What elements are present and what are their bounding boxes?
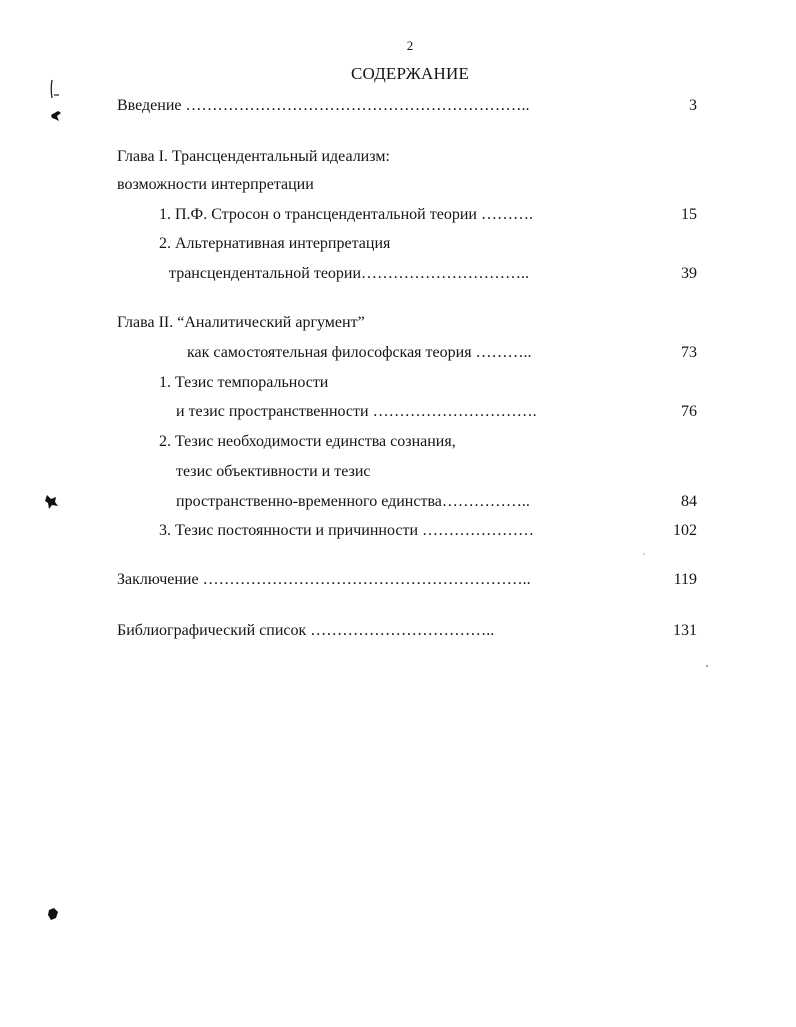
toc-page-number: 73 xyxy=(681,344,697,361)
toc-section-1-1: 1. П.Ф. Стросон о трансцендентальной теории ………. xyxy=(159,206,533,223)
toc-section-2-1-cont: и тезис пространственности …………………………. xyxy=(176,403,537,420)
toc-entry-bibliography: Библиографический список …………………………….. xyxy=(117,622,495,639)
toc-page-number: 15 xyxy=(681,206,697,223)
scan-dot-icon xyxy=(642,552,646,556)
toc-section-1-2-cont: трансцендентальной теории………………………….. xyxy=(169,265,530,282)
toc-section-2-2-cont: тезис объективности и тезис xyxy=(176,463,371,480)
toc-page-number: 119 xyxy=(673,571,697,588)
toc-page-number: 131 xyxy=(673,622,697,639)
toc-section-1-2: 2. Альтернативная интерпретация xyxy=(159,235,391,252)
toc-chapter-1-heading-cont: возможности интерпретации xyxy=(117,176,314,193)
toc-chapter-2-heading-cont: как самостоятельная философская теория ……….. xyxy=(187,344,532,361)
toc-section-2-2: 2. Тезис необходимости единства сознания, xyxy=(159,433,456,450)
toc-page-number: 39 xyxy=(681,265,697,282)
scan-dot-icon xyxy=(705,664,709,668)
toc-chapter-2-heading: Глава II. “Аналитический аргумент” xyxy=(117,314,365,331)
page-title: СОДЕРЖАНИЕ xyxy=(350,64,470,83)
toc-page-number: 76 xyxy=(681,403,697,420)
toc-chapter-1-heading: Глава I. Трансцендентальный идеализм: xyxy=(117,148,390,165)
toc-section-2-3: 3. Тезис постоянности и причинности ………………… xyxy=(159,522,534,539)
toc-entry-conclusion: Заключение …………………………………………………….. xyxy=(117,571,531,588)
toc-entry-introduction: Введение ……………………………………………………….. xyxy=(117,97,530,114)
scan-blot-icon xyxy=(44,493,60,511)
page-number: 2 xyxy=(406,38,414,53)
scan-blot-icon xyxy=(49,109,63,123)
toc-page-number: 84 xyxy=(681,493,697,510)
toc-section-2-2-cont: пространственно-временного единства…………….. xyxy=(176,493,530,510)
scan-blot-icon xyxy=(46,906,60,922)
scan-mark-icon xyxy=(46,78,64,102)
toc-section-2-1: 1. Тезис темпоральности xyxy=(159,374,329,391)
toc-page-number: 102 xyxy=(673,522,697,539)
toc-page-number: 3 xyxy=(689,97,697,114)
